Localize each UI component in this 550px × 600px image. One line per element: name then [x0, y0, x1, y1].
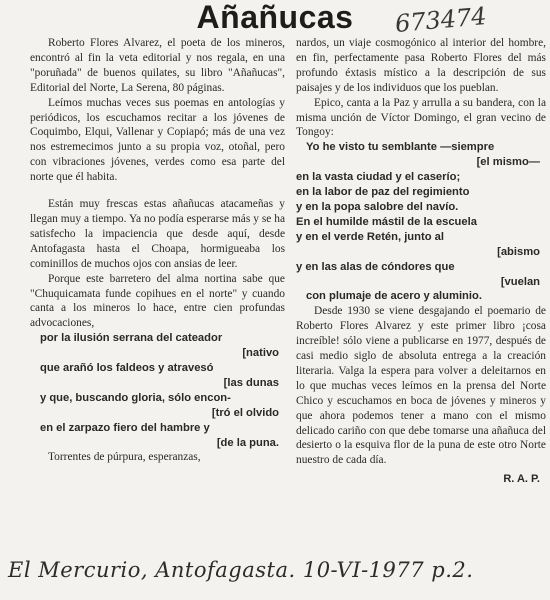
verse-line: Yo he visto tu semblante —siempre	[306, 141, 495, 154]
verse-line: y en el verde Retén, junto al	[296, 230, 444, 243]
paragraph: Están muy frescas estas añañucas atacameñas y llegan muy a tiempo. Ya no podía esperarse más y se ha satisfecho la impaciencia que desde aquí, desde Antofagasta hasta el Choapa, hormigueaba los cominillos de muchos ojos con ansias de leer.	[30, 198, 285, 270]
handwritten-source-note: El Mercurio, Antofagasta. 10-VI-1977 p.2.	[8, 558, 474, 582]
verse-block	[30, 331, 285, 450]
paragraph: Leímos muchas veces sus poemas en antologías y periódicos, los escuchamos recitar a los jóvenes de Coquimbo, Elqui, Vallenar y Copiapó; más de una vez nos estremecimos junto a su propia voz, otoñal, pero con vibraciones jóvenes, verdes como esa parte del norte que él habita.	[30, 96, 285, 184]
author-initials: R. A. P.	[503, 473, 540, 486]
paragraph: Roberto Flores Alvarez, el poeta de los mineros, encontró al fin la veta editorial y nos regala, en una "poruñada" de buenos quilates, su libro "Añañucas", Editorial del Norte, La Serena, 80 páginas.	[30, 37, 285, 94]
verse-line: [de la puna.	[216, 436, 279, 449]
paragraph: Epico, canta a la Paz y arrulla a su bandera, con la misma unción de Víctor Domingo, el gran vecino de Tongoy:	[296, 96, 546, 139]
verse-line: y que, buscando gloria, sólo encon-	[40, 391, 231, 404]
paragraph: Desde 1930 se viene desgajando el poemario de Roberto Flores Alvarez y este primer libro ¡cosa increíble! sólo viene a publicarse en 1977, después de casi medio siglo de absoluta entrega a la creación literaria. Valga la espera para volver a deleitarnos en lo que muchas veces leímos en la prensa del Norte Chico y escuchamos en boca de jóvenes y mineros y que ahora podemos tener a mano con el mismo delicado cariño con que debe tomarse una añañuca del desierto o la esquiva flor de la puna de este otro Norte nuestro de cada día.	[296, 305, 546, 467]
verse-line: en la vasta ciudad y el caserío;	[296, 171, 461, 184]
verse-line: [tró el olvido	[211, 406, 279, 419]
paragraph: nardos, un viaje cosmogónico al interior del hombre, en fin, perfectamente pasa Roberto Flores del más profundo éxtasis místico a la descripción de sus paisajes y de los individuos que los pueblan.	[296, 37, 546, 94]
spacer	[30, 185, 285, 197]
verse-line: y en las alas de cóndores que	[296, 260, 455, 273]
left-column	[30, 36, 285, 465]
article-title: Añañucas	[196, 0, 354, 35]
paragraph: Torrentes de púrpura, esperanzas,	[48, 451, 201, 464]
paragraph: Porque este barretero del alma nortina sabe que "Chuquicamata funde copihues en el norte" y cuando canta a los mineros lo hace, entre cien profundas advocaciones,	[30, 272, 285, 330]
verse-line: en la labor de paz del regimiento	[296, 186, 470, 199]
handwritten-catalog-number: 673474	[393, 2, 488, 38]
verse-line: [nativo	[242, 347, 279, 360]
verse-line: con plumaje de acero y aluminio.	[306, 290, 482, 303]
verse-line: que arañó los faldeos y atravesó	[40, 362, 214, 375]
verse-line: y en la popa salobre del navío.	[296, 200, 459, 213]
verse-line: [abismo	[497, 245, 540, 258]
verse-line: por la ilusión serrana del cateador	[40, 332, 223, 345]
right-column	[296, 36, 546, 487]
verse-line: en el zarpazo fiero del hambre y	[40, 421, 210, 434]
verse-line: [las dunas	[223, 376, 279, 389]
verse-line: En el humilde mástil de la escuela	[296, 215, 477, 228]
verse-block	[296, 140, 546, 304]
verse-line: [el mismo—	[476, 156, 540, 169]
verse-line: [vuelan	[500, 275, 540, 288]
